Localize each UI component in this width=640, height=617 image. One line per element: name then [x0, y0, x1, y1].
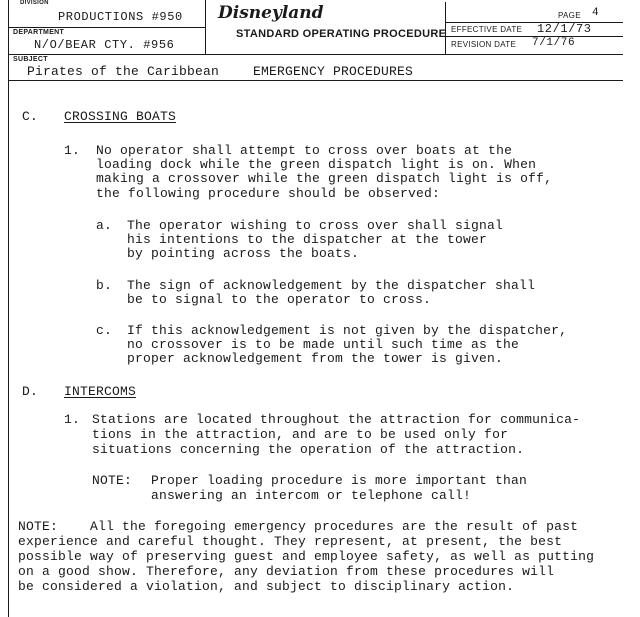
section-c-item-1-line-1: No operator shall attempt to cross over boats at the: [96, 143, 513, 158]
header-divider-mid-left: [8, 27, 206, 28]
subitem-c-letter: c.: [96, 323, 113, 338]
subject-divider: [8, 80, 623, 81]
section-c-title: CROSSING BOATS: [64, 109, 177, 124]
subitem-c-line-2: no crossover is to be made until such time as the: [127, 337, 520, 352]
disneyland-logo: Disneyland: [218, 3, 324, 23]
division-value: PRODUCTIONS #950: [58, 10, 183, 24]
section-c-item-1-line-3: making a crossover while the green dispatch light is off,: [96, 171, 553, 186]
section-c-item-1-number: 1.: [64, 143, 81, 158]
subject-label: SUBJECT: [13, 56, 48, 63]
subitem-c-line-1: If this acknowledgement is not given by the dispatcher,: [127, 323, 568, 338]
header-divider-bottom: [8, 54, 623, 55]
section-d-item-1-line-1: Stations are located throughout the attraction for communica-: [92, 412, 581, 427]
subitem-a-line-1: The operator wishing to cross over shall signal: [127, 218, 504, 233]
section-d-item-1-line-2: tions in the attraction, and are to be used only for: [92, 427, 509, 442]
section-d-item-1-number: 1.: [64, 412, 81, 427]
effective-date-value: 12/1/73: [537, 22, 592, 36]
subitem-b-letter: b.: [96, 278, 113, 293]
section-c-letter: C.: [22, 109, 39, 124]
final-note-line-5: be considered a violation, and subject to disciplinary action.: [18, 579, 515, 594]
department-value: N/O/BEAR CTY. #956: [34, 38, 175, 52]
revision-date-value: 7/1/76: [532, 37, 576, 49]
header-divider-mid-right: [445, 22, 623, 23]
section-d-letter: D.: [22, 384, 39, 399]
subitem-a-letter: a.: [96, 218, 113, 233]
final-note-line-2: experience and careful thought. They represent, at present, the best: [18, 534, 563, 549]
subject-topic: EMERGENCY PROCEDURES: [253, 64, 414, 79]
subitem-c-line-3: proper acknowledgement from the tower is given.: [127, 351, 504, 366]
section-c-item-1-line-2: loading dock while the green dispatch light is on. When: [96, 157, 537, 172]
final-note-line-3: possible way of preserving guest and employee safety, as well as putting: [18, 549, 595, 564]
division-label: DIVISION: [20, 0, 49, 6]
revision-date-label: REVISION DATE: [451, 40, 517, 49]
subitem-a-line-2: his intentions to the dispatcher at the tower: [127, 232, 488, 247]
section-d-note-line-2: answering an intercom or telephone call!: [151, 488, 472, 503]
page-left-border: [8, 0, 9, 617]
department-label: DEPARTMENT: [13, 29, 65, 36]
section-c-item-1-line-4: the following procedure should be observed:: [96, 186, 441, 201]
subitem-b-line-1: The sign of acknowledgement by the dispatcher shall: [127, 278, 536, 293]
page-label: PAGE: [558, 11, 581, 20]
effective-date-label: EFFECTIVE DATE: [451, 25, 523, 34]
final-note-line-1: All the foregoing emergency procedures are the result of past: [90, 519, 579, 534]
subitem-a-line-3: by pointing across the boats.: [127, 246, 360, 261]
final-note-line-4: on a good show. Therefore, any deviation from these procedures will: [18, 564, 555, 579]
section-d-title: INTERCOMS: [64, 384, 137, 399]
subject-attraction: Pirates of the Caribbean: [27, 64, 220, 79]
section-d-note-line-1: Proper loading procedure is more important than: [151, 473, 528, 488]
section-d-note-label: NOTE:: [92, 473, 133, 488]
subitem-b-line-2: be to signal to the operator to cross.: [127, 292, 432, 307]
section-d-item-1-line-3: situations concerning the operation of the attraction.: [92, 442, 525, 457]
final-note-label: NOTE:: [18, 519, 59, 534]
page-value: 4: [592, 7, 600, 19]
form-title: STANDARD OPERATING PROCEDURE: [236, 28, 447, 40]
